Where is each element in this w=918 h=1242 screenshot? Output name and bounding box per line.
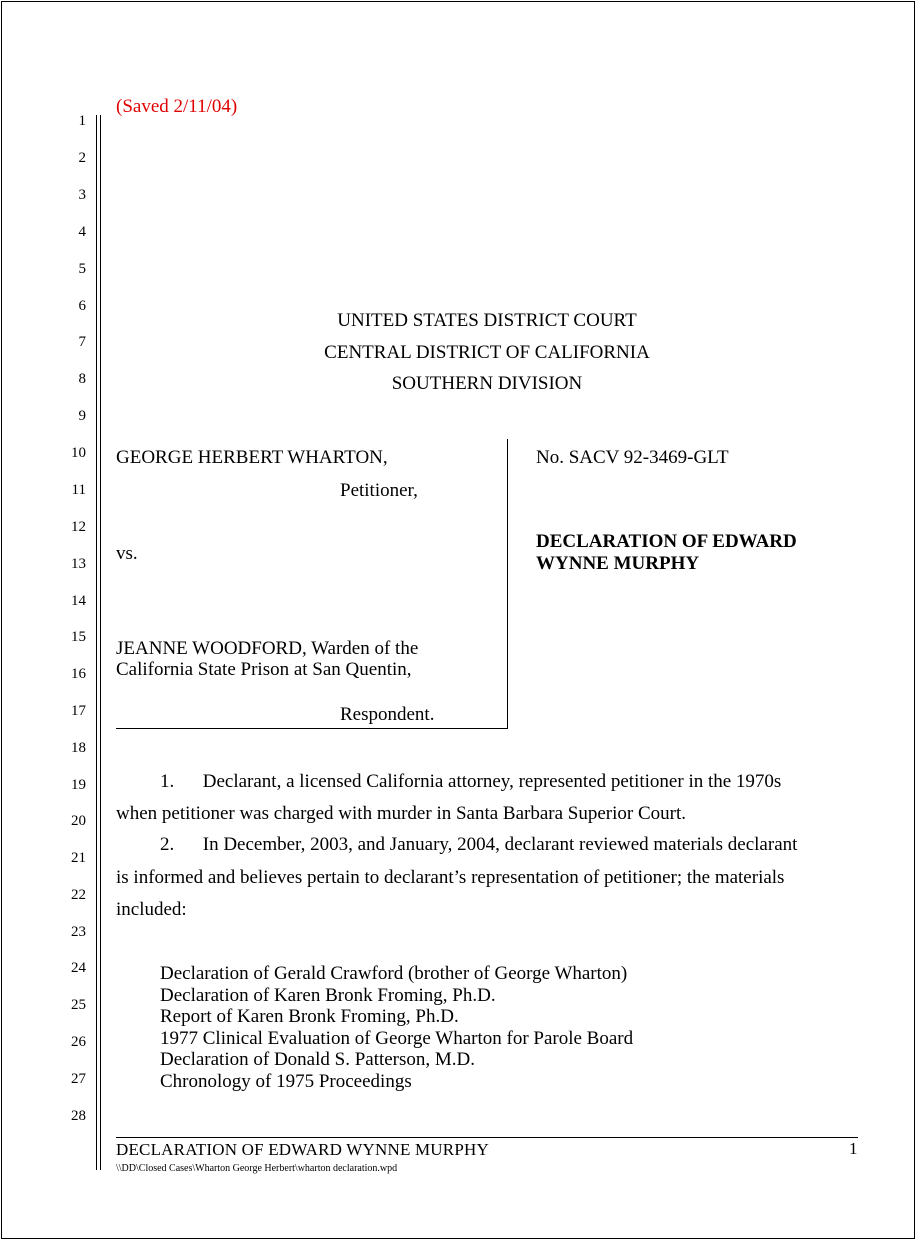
document-title-line-2: WYNNE MURPHY (536, 553, 700, 574)
court-district: CENTRAL DISTRICT OF CALIFORNIA (324, 342, 650, 363)
line-number: 25 (71, 997, 86, 1013)
line-number: 6 (78, 298, 86, 314)
respondent-line-2: California State Prison at San Quentin, (116, 659, 412, 680)
materials-list (160, 963, 633, 1093)
line-number: 27 (71, 1071, 86, 1087)
saved-note: (Saved 2/11/04) (116, 96, 238, 117)
versus: vs. (116, 543, 138, 564)
left-margin-rule (100, 115, 101, 1170)
line-number: 13 (71, 556, 86, 572)
line-number: 15 (71, 629, 86, 645)
line-number: 3 (78, 187, 86, 203)
respondent-line-1: JEANNE WOODFORD, Warden of the (116, 638, 419, 659)
paragraph-2-line-2: is informed and believes pertain to declarant’s representation of petitioner; the materials (116, 867, 785, 888)
line-number: 16 (71, 666, 86, 682)
line-number: 11 (71, 482, 86, 498)
document-title-line-1: DECLARATION OF EDWARD (536, 531, 797, 552)
case-number: No. SACV 92-3469-GLT (536, 447, 729, 468)
list-item: Chronology of 1975 Proceedings (160, 1070, 412, 1092)
line-number: 24 (71, 960, 86, 976)
line-number: 19 (71, 777, 86, 793)
line-number: 10 (71, 445, 86, 461)
page-number: 1 (849, 1139, 858, 1158)
line-number: 7 (78, 334, 86, 350)
document-title (536, 531, 797, 575)
line-number: 21 (71, 850, 86, 866)
file-path: \\DD\Closed Cases\Wharton George Herbert\wharton declaration.wpd (116, 1163, 398, 1174)
caption-divider (507, 439, 508, 729)
list-item: Report of Karen Bronk Froming, Ph.D. (160, 1006, 459, 1028)
line-number: 5 (78, 261, 86, 277)
list-item: Declaration of Karen Bronk Froming, Ph.D. (160, 984, 496, 1006)
line-number: 20 (71, 813, 86, 829)
line-number: 17 (71, 703, 86, 719)
footer-rule (116, 1137, 858, 1138)
list-item: Declaration of Donald S. Patterson, M.D. (160, 1049, 476, 1071)
caption-underline (116, 728, 508, 729)
petitioner-role: Petitioner, (340, 480, 418, 501)
paragraph-1-line-1: 1. Declarant, a licensed California attorney, represented petitioner in the 1970s (160, 771, 782, 792)
list-item: 1977 Clinical Evaluation of George Wharton for Parole Board (160, 1027, 634, 1049)
line-number: 12 (71, 519, 86, 535)
paragraph-2-line-1: 2. In December, 2003, and January, 2004, declarant reviewed materials declarant (160, 834, 798, 855)
paragraph-2-line-3: included: (116, 899, 187, 920)
line-number: 1 (78, 113, 86, 129)
court-name: UNITED STATES DISTRICT COURT (337, 310, 637, 331)
line-number: 8 (78, 371, 86, 387)
court-division: SOUTHERN DIVISION (391, 373, 583, 394)
respondent-role: Respondent. (340, 704, 435, 725)
list-item: Declaration of Gerald Crawford (brother of George Wharton) (160, 963, 628, 984)
line-number: 26 (71, 1034, 86, 1050)
line-number: 18 (71, 740, 86, 756)
petitioner-name: GEORGE HERBERT WHARTON, (116, 447, 388, 468)
paragraph-1-line-2: when petitioner was charged with murder in Santa Barbara Superior Court. (116, 803, 687, 824)
line-number: 4 (78, 224, 86, 240)
line-number: 14 (71, 593, 86, 609)
line-number: 23 (71, 924, 86, 940)
line-number: 22 (71, 887, 86, 903)
line-number: 2 (78, 150, 86, 166)
line-number: 28 (71, 1108, 86, 1124)
left-margin-rule (96, 115, 97, 1170)
line-number: 9 (78, 408, 86, 424)
footer-title: DECLARATION OF EDWARD WYNNE MURPHY (116, 1140, 489, 1159)
